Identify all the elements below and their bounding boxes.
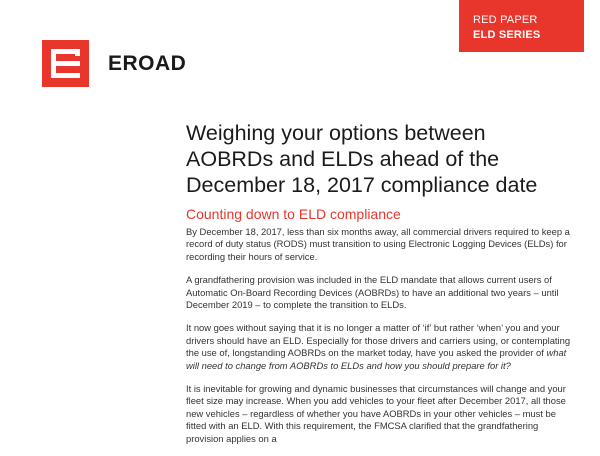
paragraph-4: It is inevitable for growing and dynamic businesses that circumstances will change and your fleet size may increase. When you add vehicles to your fleet after December 2017, all those new vehicles – regardless of whether you have AOBRDs in your other vehicles – must be fitted with an ELD. With this requirement, the FMCSA clarified that the grandfathering provision applies on a <box>186 383 566 444</box>
paragraph-3 <box>186 322 578 372</box>
brand-name: EROAD <box>108 52 187 75</box>
document-headline: Weighing your options between AOBRDs and ELDs ahead of the December 18, 2017 compliance date <box>186 121 538 197</box>
paragraph-3-text: It now goes without saying that it is no longer a matter of ‘if’ but rather ‘when’ you and your drivers should have an ELD. Especially for those drivers and carriers using, or contemplating the use of, longstanding AOBRDs on the market today, have you asked the provider of <box>186 322 571 359</box>
document-series-tag <box>459 0 584 52</box>
paragraph-1: By December 18, 2017, less than six months away, all commercial drivers required to keep a record of duty status (RODS) must transition to using Electronic Logging Devices (ELDs) for recording their hours of service. <box>186 226 570 262</box>
section-title: Counting down to ELD compliance <box>186 206 401 222</box>
eroad-logo-icon <box>42 40 89 87</box>
body-text <box>186 226 578 456</box>
paragraph-3-italic: what will need to change from AOBRDs to ELDs and how you should prepare for it? <box>186 347 567 371</box>
tag-line-red-paper: RED PAPER <box>473 14 538 26</box>
tag-line-eld-series: ELD SERIES <box>473 29 541 41</box>
paragraph-2: A grandfathering provision was included in the ELD mandate that allows current users of Automatic On-Board Recording Devices (AOBRDs) to have an additional two years – until December 2019 – to complete the transition to ELDs. <box>186 274 559 311</box>
